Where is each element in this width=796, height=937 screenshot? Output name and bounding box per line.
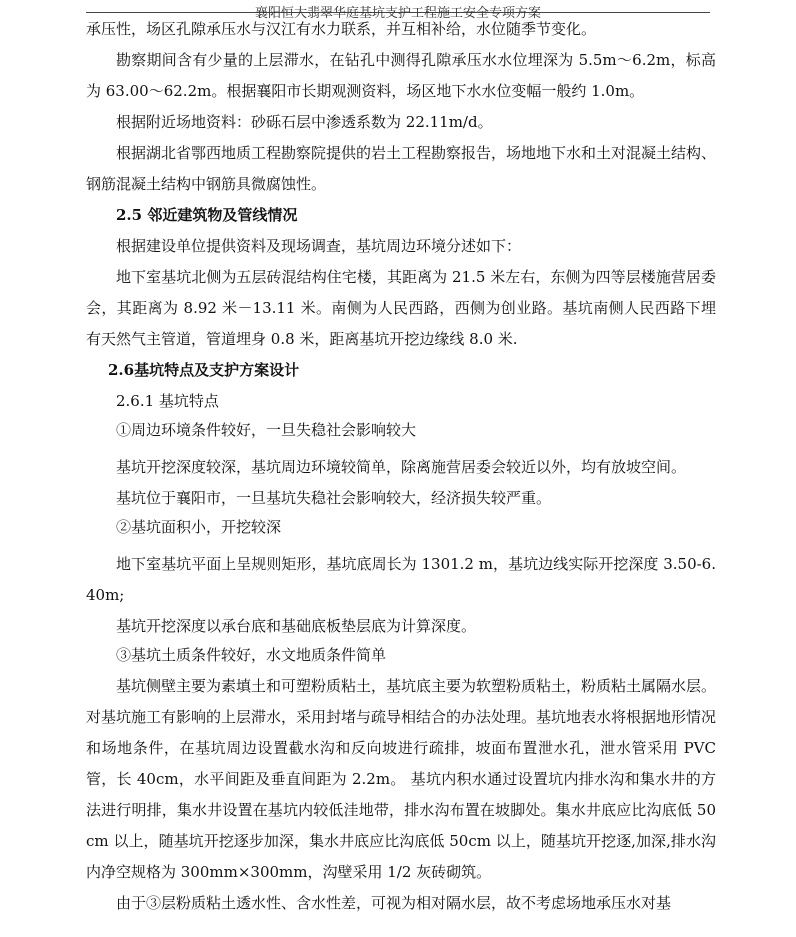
subsection-heading-2-6-1: 2.6.1 基坑特点 bbox=[116, 392, 219, 410]
list-item-2: ②基坑面积小，开挖较深 bbox=[116, 518, 282, 536]
document-body bbox=[86, 14, 716, 919]
paragraph-3: 根据附近场地资料：砂砾石层中渗透系数为 22.11m/d。 bbox=[116, 113, 493, 131]
paragraph-1: 承压性，场区孔隙承压水与汉江有水力联系，并互相补给，水位随季节变化。 bbox=[86, 20, 597, 38]
paragraph-9: 地下室基坑平面上呈规则矩形，基坑底周长为 1301.2 m，基坑边线实际开挖深度 3.50-6.40m; bbox=[86, 555, 716, 604]
paragraph-7: 基坑开挖深度较深，基坑周边环境较简单，除离施营居委会较近以外，均有放坡空间。 bbox=[116, 458, 687, 476]
paragraph-10: 基坑开挖深度以承台底和基础底板垫层底为计算深度。 bbox=[116, 617, 477, 635]
paragraph-2: 勘察期间含有少量的上层滞水，在钻孔中测得孔隙承压水水位埋深为 5.5m～6.2m，标高为 63.00～62.2m。根据襄阳市长期观测资料，场区地下水水位变幅一般约 1.0m。 bbox=[86, 51, 716, 100]
page-header bbox=[86, 6, 710, 21]
list-item-3: ③基坑土质条件较好，水文地质条件简单 bbox=[116, 646, 387, 664]
paragraph-6: 地下室基坑北侧为五层砖混结构住宅楼，其距离为 21.5 米左右，东侧为四等层楼施营居委会，其距离为 8.92 米－13.11 米。南侧为人民西路，西侧为创业路。基坑南侧人民西路下埋有天然气主管道，管道埋身 0.8 米，距离基坑开挖边缘线 8.0 米. bbox=[86, 268, 716, 348]
list-item-1: ①周边环境条件较好，一旦失稳社会影响较大 bbox=[116, 421, 417, 439]
paragraph-11: 基坑侧壁主要为素填土和可塑粉质粘土，基坑底主要为软塑粉质粘土，粉质粘土属隔水层。对基坑施工有影响的上层滞水，采用封堵与疏导相结合的办法处理。基坑地表水将根据地形情况和场地条件，在基坑周边设置截水沟和反向坡进行疏排，坡面布置泄水孔，泄水管采用 PVC 管，长 40cm，水平间距及垂直间距为 2.2m。 基坑内积水通过设置坑内排水沟和集水井的方法进行明排，集水井设置在基坑内较低洼地带，排水沟布置在坡脚处。集水井底应比沟底低 50cm 以上，随基坑开挖逐步加深，集水井底应比沟底低 50cm 以上，随基坑开挖逐,加深,排水沟内净空规格为 300mm×300mm，沟壁采用 1/2 灰砖砌筑。 bbox=[86, 677, 717, 881]
paragraph-12: 由于③层粉质粘土透水性、含水性差，可视为相对隔水层，故不考虑场地承压水对基 bbox=[116, 894, 672, 912]
paragraph-8: 基坑位于襄阳市，一旦基坑失稳社会影响较大，经济损失较严重。 bbox=[116, 489, 552, 507]
section-heading-2-5: 2.5 邻近建筑物及管线情况 bbox=[116, 206, 298, 224]
section-heading-2-6: 2.6基坑特点及支护方案设计 bbox=[108, 361, 300, 379]
paragraph-5: 根据建设单位提供资料及现场调查，基坑周边环境分述如下： bbox=[116, 237, 522, 255]
paragraph-4: 根据湖北省鄂西地质工程勘察院提供的岩土工程勘察报告，场地地下水和土对混凝土结构、钢筋混凝土结构中钢筋具微腐蚀性。 bbox=[86, 144, 717, 193]
header-title: 襄阳恒大翡翠华庭基坑支护工程施工安全专项方案 bbox=[254, 6, 541, 21]
